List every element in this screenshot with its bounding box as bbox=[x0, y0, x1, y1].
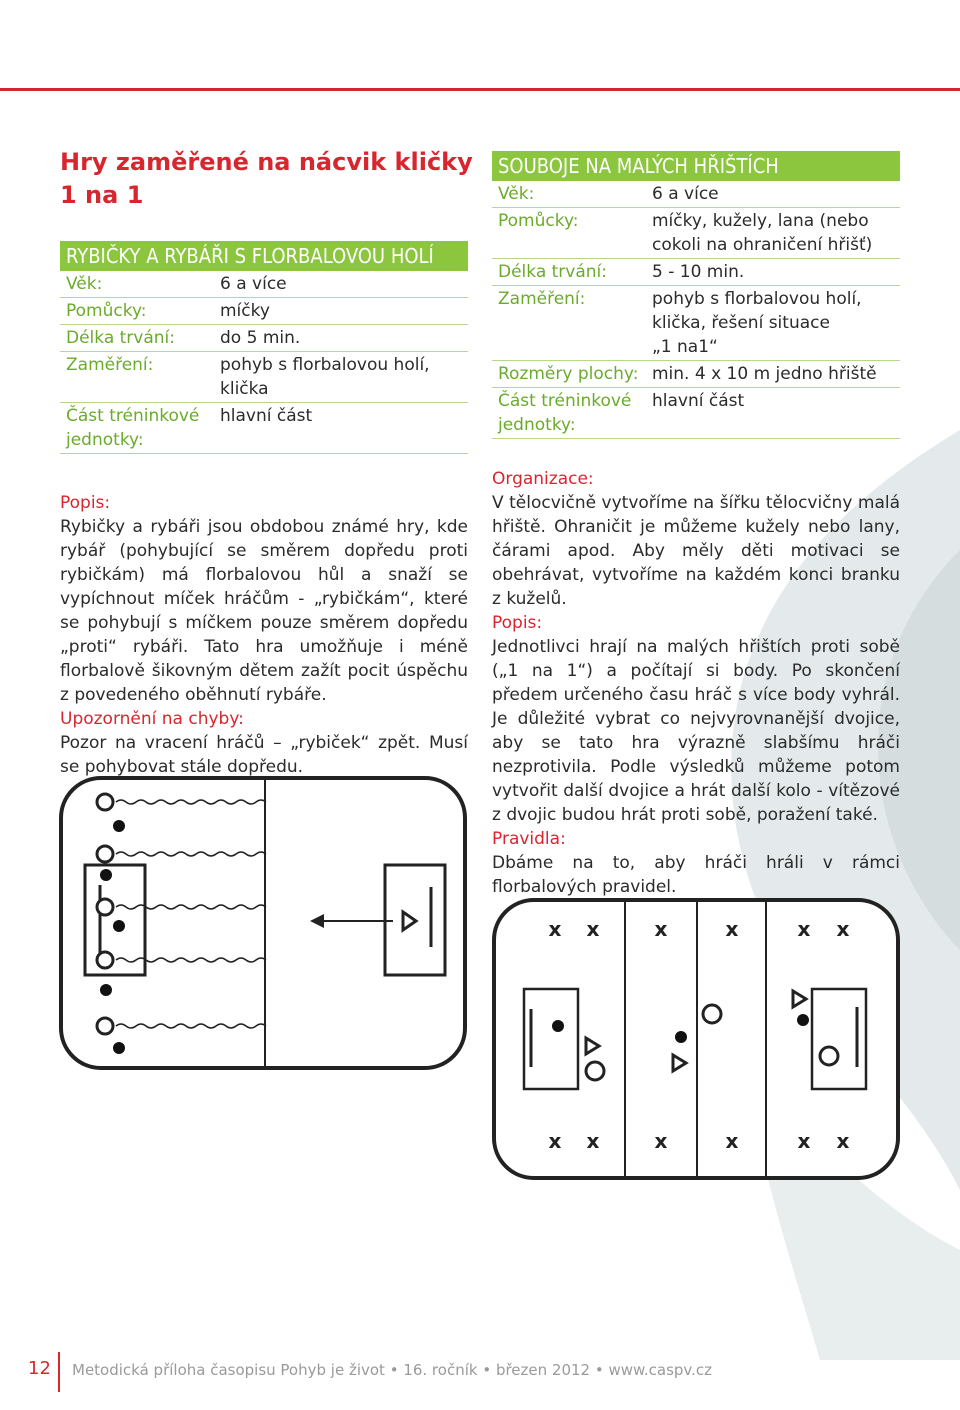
top-rule bbox=[0, 88, 960, 91]
game1-focus-value bbox=[220, 353, 430, 401]
game2-heading: SOUBOJE NA MALÝCH HŘIŠTÍCH bbox=[492, 151, 900, 181]
game2-size-row bbox=[492, 361, 900, 388]
page-title-line-2: 1 na 1 bbox=[60, 181, 144, 209]
game1-info-box bbox=[60, 241, 468, 454]
game2-part-label bbox=[492, 389, 652, 437]
game2-focus-value-2: klička, řešení situace bbox=[652, 313, 830, 333]
game1-age-value: 6 a více bbox=[220, 274, 287, 294]
game2-rules: Dbáme na to, aby hráči hráli v rámci florbalových pravidel. bbox=[492, 853, 900, 897]
cone: x bbox=[586, 1129, 600, 1153]
game2-age-value: 6 a více bbox=[652, 184, 719, 204]
game2-duration-value: 5 - 10 min. bbox=[652, 262, 745, 282]
game1-tools-value: míčky bbox=[220, 301, 270, 321]
game1-duration-label: Délka trvání: bbox=[66, 328, 175, 348]
cone: x bbox=[797, 917, 811, 941]
game1-age-row bbox=[60, 271, 468, 298]
game1-description-heading: Popis: bbox=[60, 493, 111, 513]
cone: x bbox=[797, 1129, 811, 1153]
game2-age-label: Věk: bbox=[498, 184, 535, 204]
cone: x bbox=[725, 917, 739, 941]
page-title-line-1: Hry zaměřené na nácvik kličky bbox=[60, 148, 473, 176]
game2-part-value: hlavní část bbox=[652, 391, 745, 411]
footer-text: Metodická příloha časopisu Pohyb je život • 16. ročník • březen 2012 • www.caspv.cz bbox=[72, 1361, 713, 1379]
game1-warning: Pozor na vracení hráčů – „rybiček“ zpět. Musí se pohybovat stále dopředu. bbox=[60, 733, 468, 777]
game2-tools-value-1: míčky, kužely, lana (nebo bbox=[652, 211, 869, 231]
game1-body bbox=[60, 491, 468, 779]
game1-diagram bbox=[58, 775, 470, 1075]
game2-focus-value-1: pohyb s florbalovou holí, bbox=[652, 289, 862, 309]
game2-body bbox=[492, 467, 900, 899]
cone: x bbox=[654, 917, 668, 941]
game2-organization: V tělocvičně vytvoříme na šířku tělocvičny malá hřiště. Ohraničit je můžeme kužely nebo lany, čárami apod. Aby měly děti motivaci se obehrávat, vytvoříme na každém konci branku z kuželů. bbox=[492, 493, 900, 609]
game1-warning-heading: Upozornění na chyby: bbox=[60, 709, 244, 729]
game2-tools-row bbox=[492, 208, 900, 259]
game2-description-heading: Popis: bbox=[492, 613, 543, 633]
game1-focus-row bbox=[60, 352, 468, 403]
game2-focus-label: Zaměření: bbox=[498, 289, 586, 309]
cone: x bbox=[836, 1129, 850, 1153]
game2-focus-value bbox=[652, 287, 862, 359]
game2-duration-row bbox=[492, 259, 900, 286]
game1-part-label-2: jednotky: bbox=[66, 430, 144, 450]
game1-focus-label: Zaměření: bbox=[66, 355, 154, 375]
game2-tools-value-2: cokoli na ohraničení hřišť) bbox=[652, 235, 873, 255]
cone: x bbox=[548, 917, 562, 941]
game2-description: Jednotlivci hrají na malých hřištích proti sobě („1 na 1“) a počítají si body. Po skončení předem určeného času hráč s více body vyhrál. Je důležité vybrat co nejvyrovnanější dvojice, aby se tato hra výrazně slabšímu hráči nezprotivila. Podle výsledků můžeme potom vytvořit další dvojice a hrát další kolo - vítězové z dvojic budou hrát proti sobě, poražení také. bbox=[492, 637, 900, 825]
cone: x bbox=[586, 917, 600, 941]
game2-focus-row bbox=[492, 286, 900, 361]
game2-part-row bbox=[492, 388, 900, 439]
game1-heading: RYBIČKY A RYBÁŘI S FLORBALOVOU HOLÍ bbox=[60, 241, 468, 271]
game1-description: Rybičky a rybáři jsou obdobou známé hry, kde rybář (pohybující se směrem dopředu proti rybičkám) má florbalovou hůl a snaží se vypíchnout míček hráčům - „rybičkám“, které se pohybují s míčkem pouze směrem dopředu „proti“ rybáři. Tato hra umožňuje i méně florbalově šikovným dětem zažít pocit úspěchu z povedeného oběhnutí rybáře. bbox=[60, 517, 468, 705]
game2-focus-value-3: „1 na1“ bbox=[652, 337, 718, 357]
game1-part-value: hlavní část bbox=[220, 406, 313, 426]
game1-tools-row bbox=[60, 298, 468, 325]
cone: x bbox=[548, 1129, 562, 1153]
cone: x bbox=[654, 1129, 668, 1153]
game1-focus-value-2: klička bbox=[220, 379, 269, 399]
game2-diagram bbox=[491, 897, 903, 1183]
game1-part-label bbox=[60, 404, 220, 452]
footer-divider bbox=[58, 1352, 60, 1392]
game2-rules-heading: Pravidla: bbox=[492, 829, 566, 849]
cone: x bbox=[725, 1129, 739, 1153]
page-number: 12 bbox=[28, 1358, 51, 1379]
game2-tools-label: Pomůcky: bbox=[498, 211, 579, 231]
game1-focus-value-1: pohyb s florbalovou holí, bbox=[220, 355, 430, 375]
game2-info-box bbox=[492, 151, 900, 439]
game2-size-value: min. 4 x 10 m jedno hřiště bbox=[652, 364, 877, 384]
game2-tools-value bbox=[652, 209, 872, 257]
game1-duration-row bbox=[60, 325, 468, 352]
game2-age-row bbox=[492, 181, 900, 208]
page-title bbox=[60, 146, 480, 212]
game2-part-label-2: jednotky: bbox=[498, 415, 576, 435]
game1-age-label: Věk: bbox=[66, 274, 103, 294]
game1-part-label-1: Část tréninkové bbox=[66, 406, 200, 426]
game2-size-label: Rozměry plochy: bbox=[498, 364, 639, 384]
cone: x bbox=[836, 917, 850, 941]
game1-duration-value: do 5 min. bbox=[220, 328, 301, 348]
game2-organization-heading: Organizace: bbox=[492, 469, 594, 489]
game1-tools-label: Pomůcky: bbox=[66, 301, 147, 321]
game2-duration-label: Délka trvání: bbox=[498, 262, 607, 282]
game2-part-label-1: Část tréninkové bbox=[498, 391, 632, 411]
game1-part-row bbox=[60, 403, 468, 454]
